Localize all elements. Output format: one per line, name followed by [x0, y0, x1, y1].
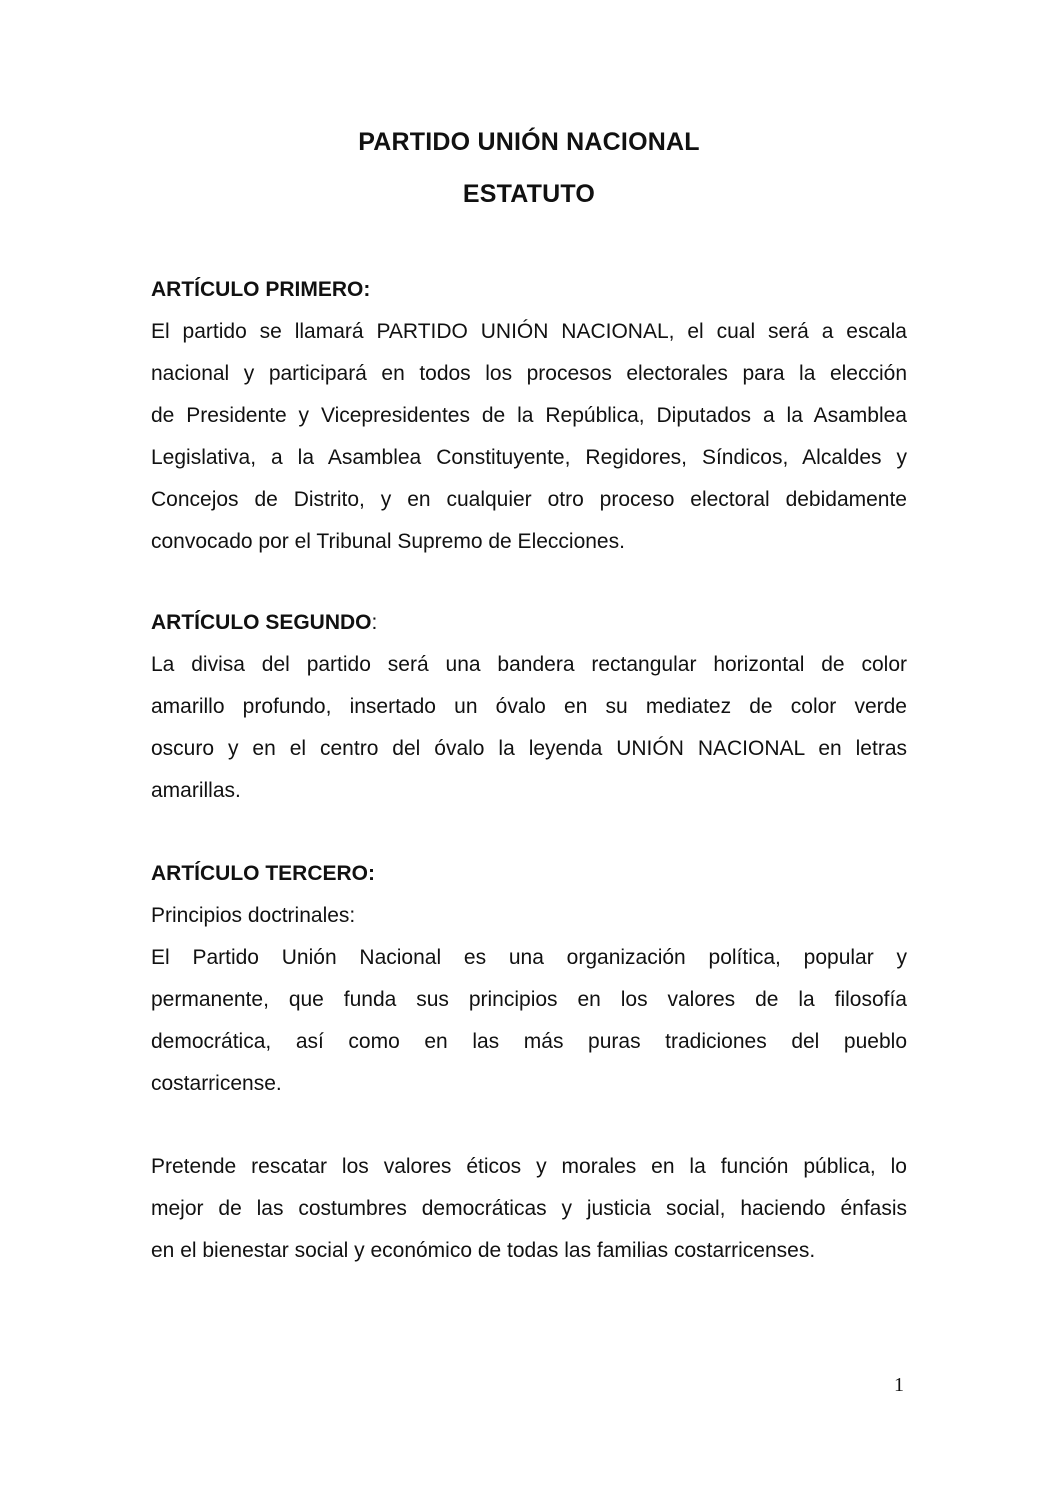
text-line: Pretende rescatar los valores éticos y morales en la función pública, lo: [151, 1155, 907, 1178]
text-line: nacional y participará en todos los procesos electorales para la elección: [151, 362, 907, 385]
article-2-heading-colon: :: [371, 611, 378, 634]
page-number: 1: [894, 1374, 904, 1396]
article-1-body: [151, 311, 907, 563]
text-line: El partido se llamará PARTIDO UNIÓN NACIONAL, el cual será a escala: [151, 320, 907, 343]
article-2-body: [151, 644, 907, 812]
text-line: Concejos de Distrito, y en cualquier otro proceso electoral debidamente: [151, 488, 907, 511]
text-line: en el bienestar social y económico de todas las familias costarricenses.: [151, 1239, 816, 1262]
article-3-paragraph-2: [151, 1146, 907, 1272]
text-line: de Presidente y Vicepresidentes de la República, Diputados a la Asamblea: [151, 404, 907, 427]
text-line: oscuro y en el centro del óvalo la leyenda UNIÓN NACIONAL en letras: [151, 737, 907, 760]
document-title: PARTIDO UNIÓN NACIONAL: [358, 128, 700, 156]
text-line: La divisa del partido será una bandera rectangular horizontal de color: [151, 653, 907, 676]
document-subtitle: ESTATUTO: [462, 180, 596, 208]
article-1-heading: ARTÍCULO PRIMERO:: [151, 278, 371, 301]
text-line: amarillo profundo, insertado un óvalo en su mediatez de color verde: [151, 695, 907, 718]
text-line: Legislativa, a la Asamblea Constituyente, Regidores, Síndicos, Alcaldes y: [151, 446, 907, 469]
article-3-subheading-block: [151, 895, 907, 937]
article-2-heading: [151, 611, 377, 635]
text-line: convocado por el Tribunal Supremo de Elecciones.: [151, 530, 625, 553]
text-line: democrática, así como en las más puras tradiciones del pueblo: [151, 1030, 907, 1053]
article-3-heading: ARTÍCULO TERCERO:: [151, 862, 375, 885]
text-line: amarillas.: [151, 779, 241, 802]
text-line: costarricense.: [151, 1072, 282, 1095]
text-line: permanente, que funda sus principios en los valores de la filosofía: [151, 988, 907, 1011]
article-2-heading-text: ARTÍCULO SEGUNDO: [151, 611, 372, 634]
article-3-subheading: Principios doctrinales:: [151, 904, 356, 927]
article-3-paragraph-1: [151, 937, 907, 1105]
text-line: El Partido Unión Nacional es una organización política, popular y: [151, 946, 907, 969]
text-line: mejor de las costumbres democráticas y justicia social, haciendo énfasis: [151, 1197, 907, 1220]
